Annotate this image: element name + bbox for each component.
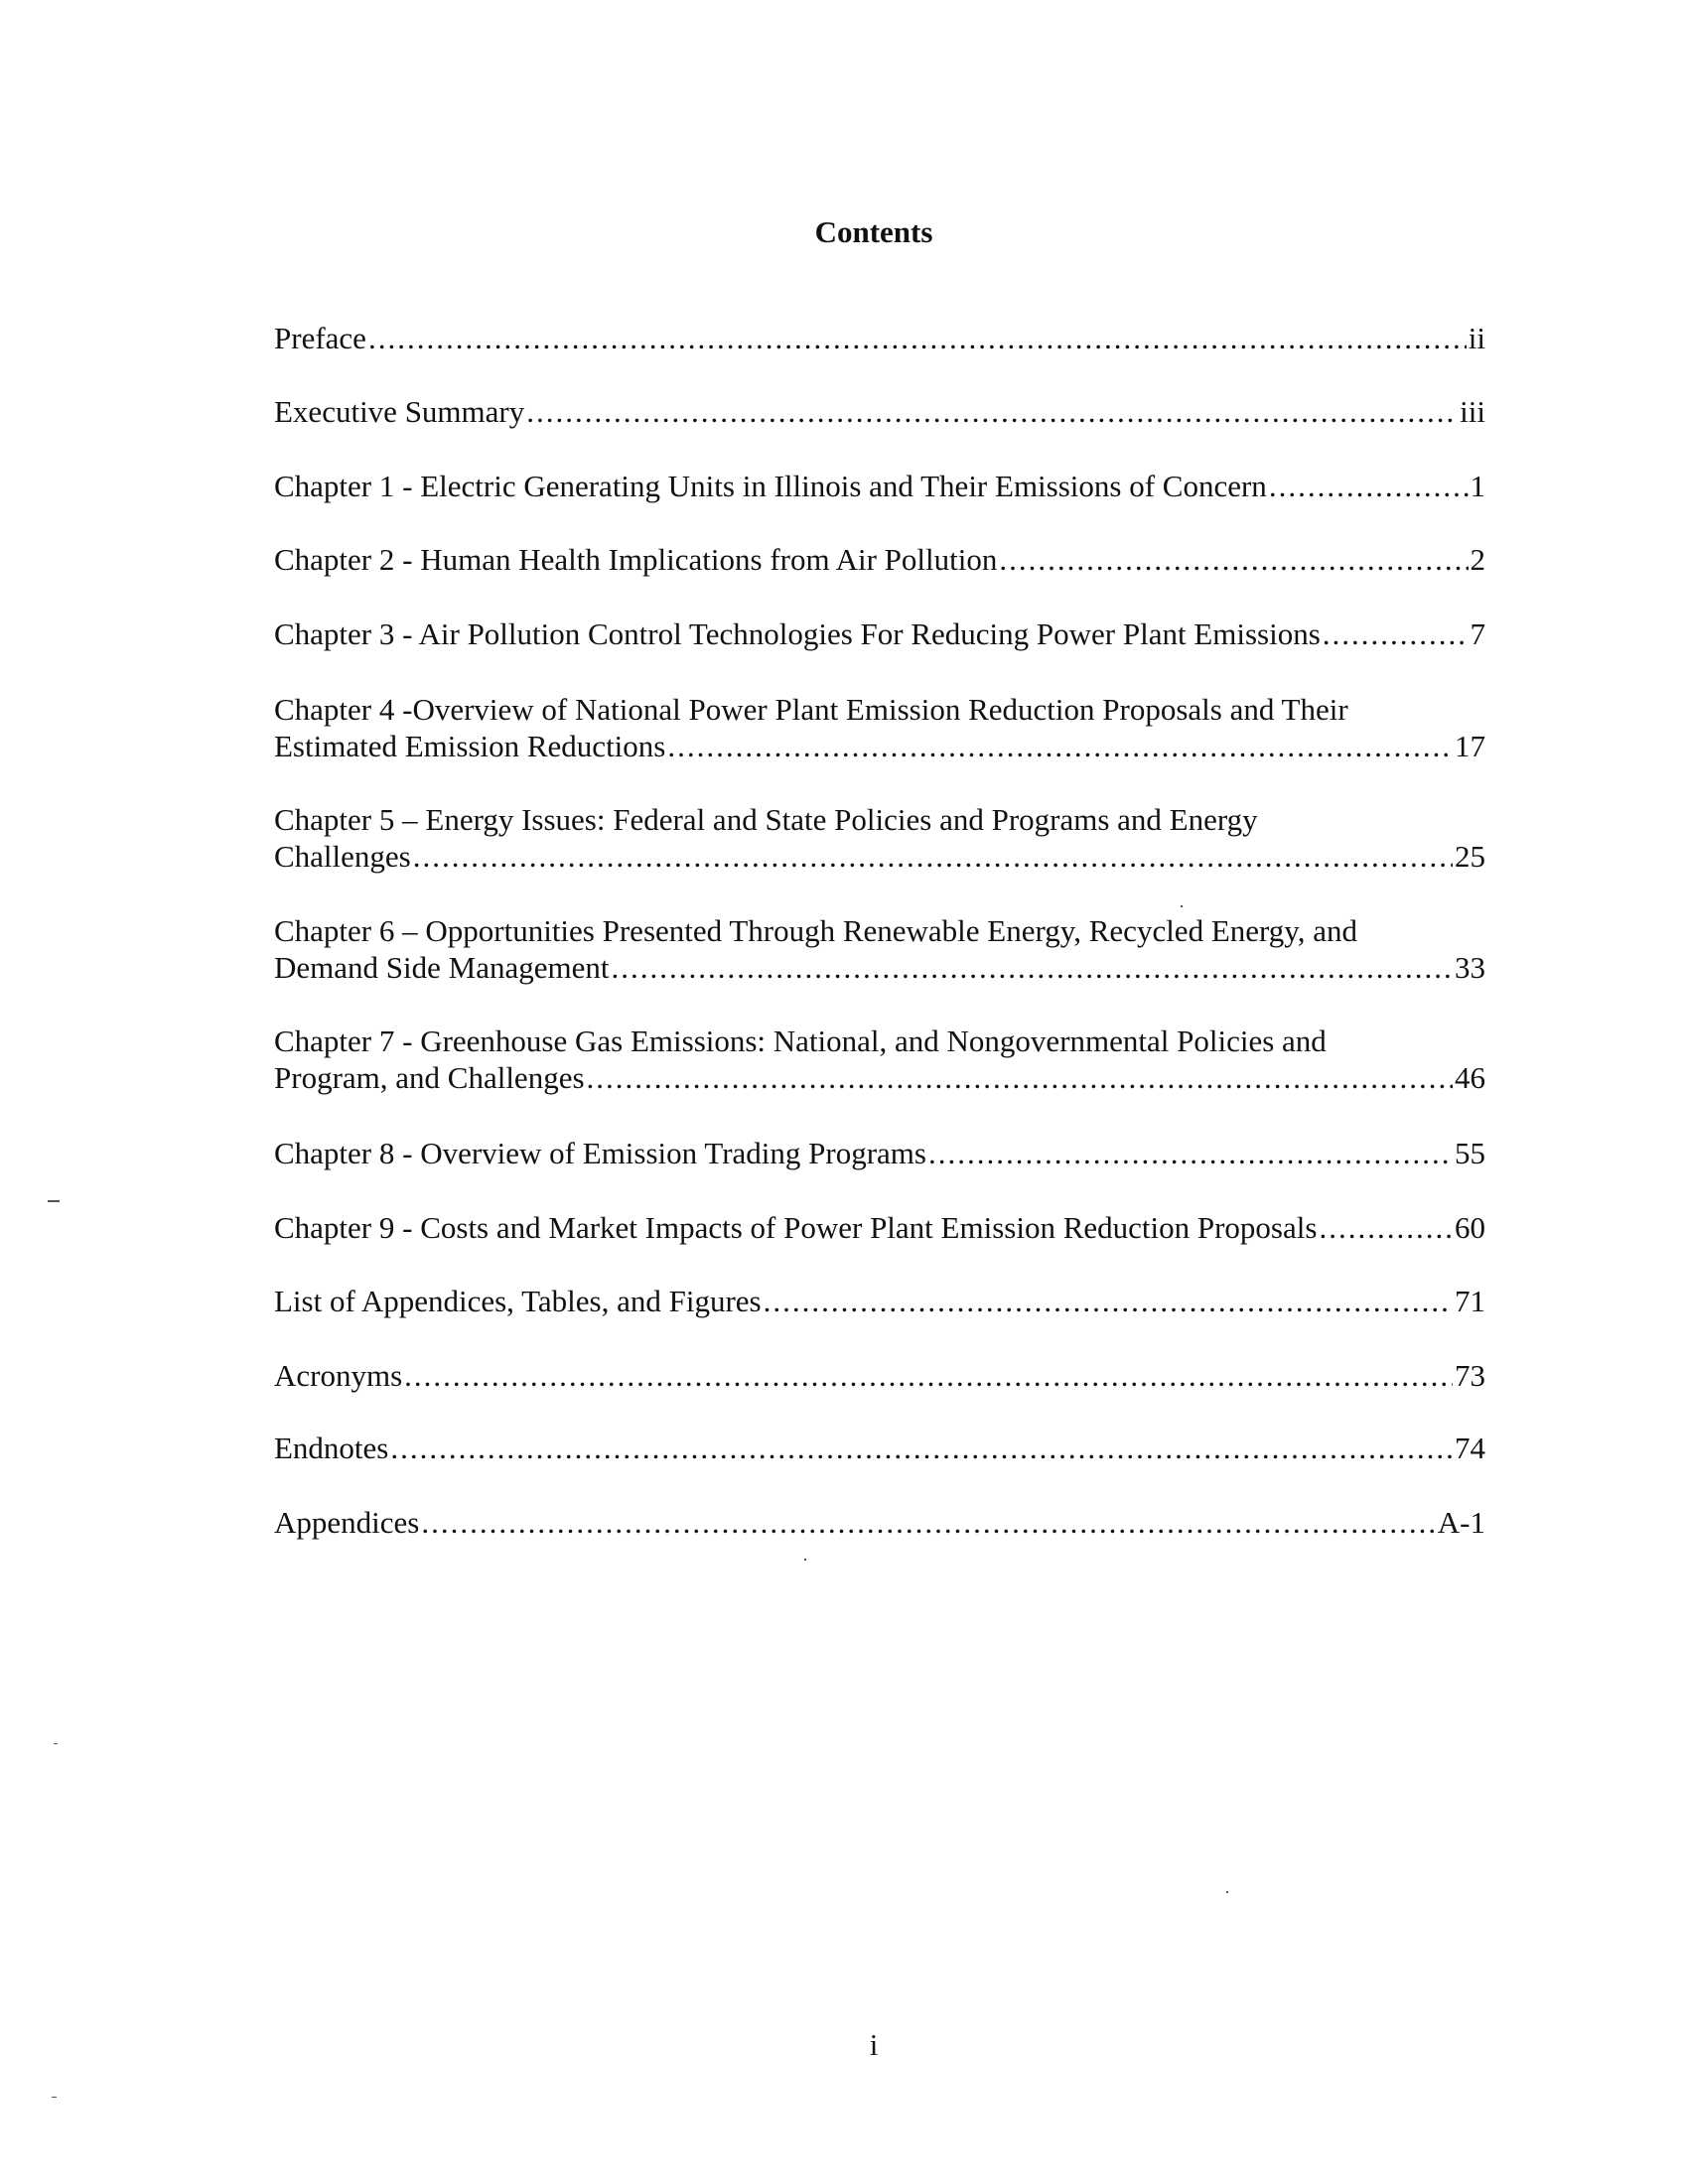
toc-entry-page: 7 (1470, 616, 1485, 651)
toc-entry-executive-summary[interactable] (274, 393, 1485, 430)
toc-entry-page: ii (1468, 321, 1485, 355)
toc-entry-label: Chapter 2 - Human Health Implications from Air Pollution (274, 542, 998, 577)
toc-entry-label: Demand Side Management (274, 950, 610, 985)
toc-entry-chapter-3[interactable] (274, 615, 1485, 652)
toc-entry-label-line1: Chapter 4 -Overview of National Power Plant Emission Reduction Proposals and Their (274, 692, 1348, 727)
dot-leader (587, 1059, 1453, 1096)
dot-leader (421, 1504, 1435, 1541)
toc-entry-chapter-6[interactable] (274, 912, 1485, 986)
toc-entry-page: 60 (1455, 1210, 1485, 1245)
toc-entry-chapter-9[interactable] (274, 1209, 1485, 1246)
toc-entry-label: Estimated Emission Reductions (274, 729, 666, 763)
page-number: i (869, 2027, 879, 2062)
dot-leader (390, 1430, 1453, 1466)
toc-entry-chapter-2[interactable] (274, 541, 1485, 578)
dot-leader (928, 1135, 1453, 1171)
dot-leader (404, 1357, 1453, 1394)
dot-leader (611, 949, 1453, 986)
dot-leader (1319, 1209, 1453, 1246)
toc-entry-page: 2 (1470, 542, 1485, 577)
dot-leader (368, 320, 1467, 356)
toc-entry-label: Endnotes (274, 1431, 389, 1465)
toc-entry-label-line1: Chapter 5 – Energy Issues: Federal and State Policies and Programs and Energy (274, 802, 1258, 837)
scan-speck (54, 1743, 58, 1744)
toc-entry-page: 1 (1470, 469, 1485, 503)
toc-entry-page: iii (1460, 394, 1485, 429)
dot-leader (526, 393, 1458, 430)
toc-entry-endnotes[interactable] (274, 1430, 1485, 1466)
dot-leader (1269, 468, 1469, 504)
toc-entry-label: Chapter 8 - Overview of Emission Trading Programs (274, 1136, 926, 1170)
toc-entry-label-line1: Chapter 7 - Greenhouse Gas Emissions: National, and Nongovernmental Policies and (274, 1024, 1327, 1058)
scan-speck (52, 2097, 57, 2098)
toc-entry-page: 74 (1455, 1431, 1485, 1465)
toc-entry-page: 71 (1455, 1284, 1485, 1318)
toc-entry-page: 33 (1455, 950, 1485, 985)
toc-entry-chapter-4[interactable] (274, 691, 1485, 764)
toc-entry-page: 73 (1455, 1358, 1485, 1393)
scan-speck (1181, 905, 1183, 907)
toc-entry-label: Preface (274, 321, 366, 355)
toc-entry-label: Acronyms (274, 1358, 403, 1393)
scan-speck (48, 1200, 60, 1202)
toc-entry-list-of-appendices[interactable] (274, 1283, 1485, 1319)
scan-speck (1226, 1891, 1228, 1893)
toc-entry-page: 25 (1455, 839, 1485, 874)
toc-entry-label: Challenges (274, 839, 411, 874)
toc-entry-page: 46 (1455, 1060, 1485, 1095)
toc-entry-label: Program, and Challenges (274, 1060, 585, 1095)
toc-entry-page: A-1 (1437, 1505, 1485, 1540)
toc-entry-label: Executive Summary (274, 394, 525, 429)
toc-entry-label: Appendices (274, 1505, 420, 1540)
dot-leader (764, 1283, 1453, 1319)
dot-leader (667, 728, 1453, 764)
toc-entry-label: Chapter 3 - Air Pollution Control Technologies For Reducing Power Plant Emissions (274, 616, 1321, 651)
toc-entry-label: List of Appendices, Tables, and Figures (274, 1284, 762, 1318)
page-title: Contents (814, 214, 933, 249)
toc-entry-chapter-5[interactable] (274, 801, 1485, 875)
toc-entry-label: Chapter 9 - Costs and Market Impacts of Power Plant Emission Reduction Proposals (274, 1210, 1318, 1245)
dot-leader (999, 541, 1468, 578)
toc-entry-label-line1: Chapter 6 – Opportunities Presented Through Renewable Energy, Recycled Energy, and (274, 913, 1358, 948)
toc-entry-page: 55 (1455, 1136, 1485, 1170)
toc-entry-chapter-7[interactable] (274, 1023, 1485, 1096)
toc-entry-label: Chapter 1 - Electric Generating Units in Illinois and Their Emissions of Concern (274, 469, 1267, 503)
scan-speck (804, 1559, 806, 1561)
toc-entry-chapter-1[interactable] (274, 468, 1485, 504)
toc-entry-chapter-8[interactable] (274, 1135, 1485, 1171)
dot-leader (1323, 615, 1469, 652)
toc-entry-page: 17 (1455, 729, 1485, 763)
toc-entry-preface[interactable] (274, 320, 1485, 356)
toc-entry-appendices[interactable] (274, 1504, 1485, 1541)
dot-leader (413, 838, 1453, 875)
toc-entry-acronyms[interactable] (274, 1357, 1485, 1394)
